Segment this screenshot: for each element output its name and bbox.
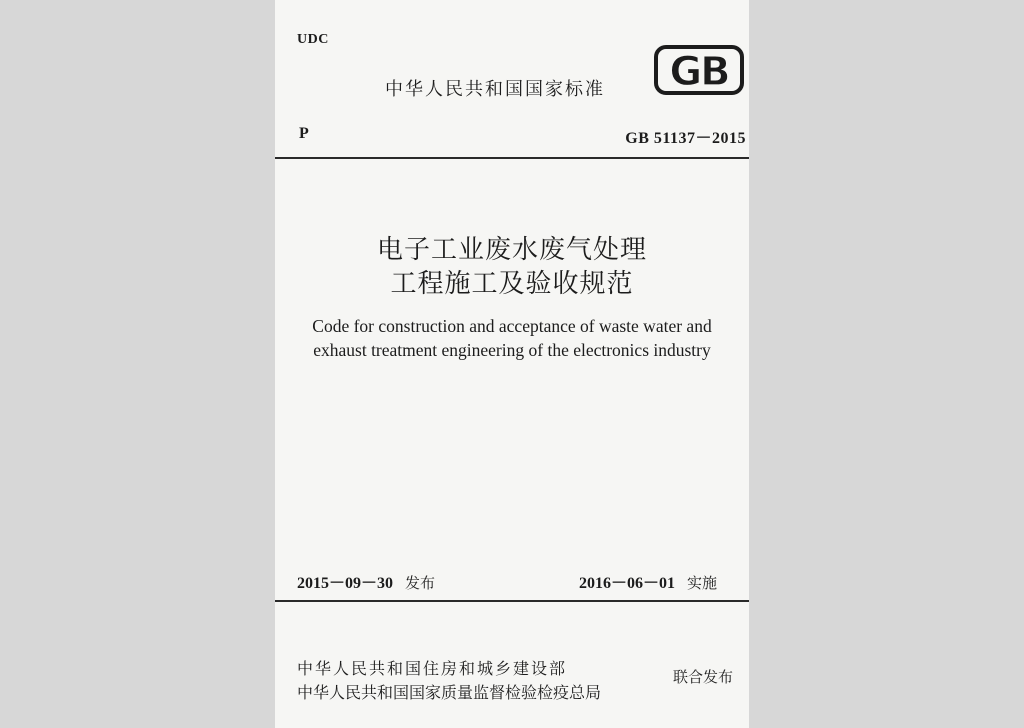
title-en-line1: Code for construction and acceptance of waste water and bbox=[312, 316, 712, 336]
standard-cover-page bbox=[275, 0, 749, 728]
udc-label: UDC bbox=[297, 32, 329, 47]
footer-divider bbox=[275, 600, 749, 602]
issuer-line1: 中华人民共和国住房和城乡建设部 bbox=[297, 659, 568, 678]
implement-label: 实施 bbox=[687, 574, 718, 592]
standard-number: GB 51137－2015 bbox=[625, 130, 746, 147]
category-code: P bbox=[299, 125, 309, 142]
joint-issue-label: 联合发布 bbox=[673, 668, 734, 686]
implement-date-block bbox=[579, 570, 717, 593]
title-en-line2: exhaust treatment engineering of the electronics industry bbox=[313, 340, 711, 360]
gb-logo bbox=[653, 44, 745, 96]
issuer-line2: 中华人民共和国国家质量监督检验检疫总局 bbox=[297, 683, 602, 702]
title-zh-line2: 工程施工及验收规范 bbox=[390, 269, 634, 299]
gb-logo-text: GB bbox=[669, 49, 729, 95]
implement-date: 2016－06－01 bbox=[579, 575, 676, 592]
standard-type-heading: 中华人民共和国国家标准 bbox=[385, 79, 605, 100]
issue-date: 2015－09－30 bbox=[297, 575, 394, 592]
issue-date-block bbox=[297, 570, 435, 593]
title-zh-line1: 电子工业废水废气处理 bbox=[376, 235, 647, 265]
header-divider bbox=[275, 157, 749, 159]
issue-label: 发布 bbox=[405, 574, 436, 592]
